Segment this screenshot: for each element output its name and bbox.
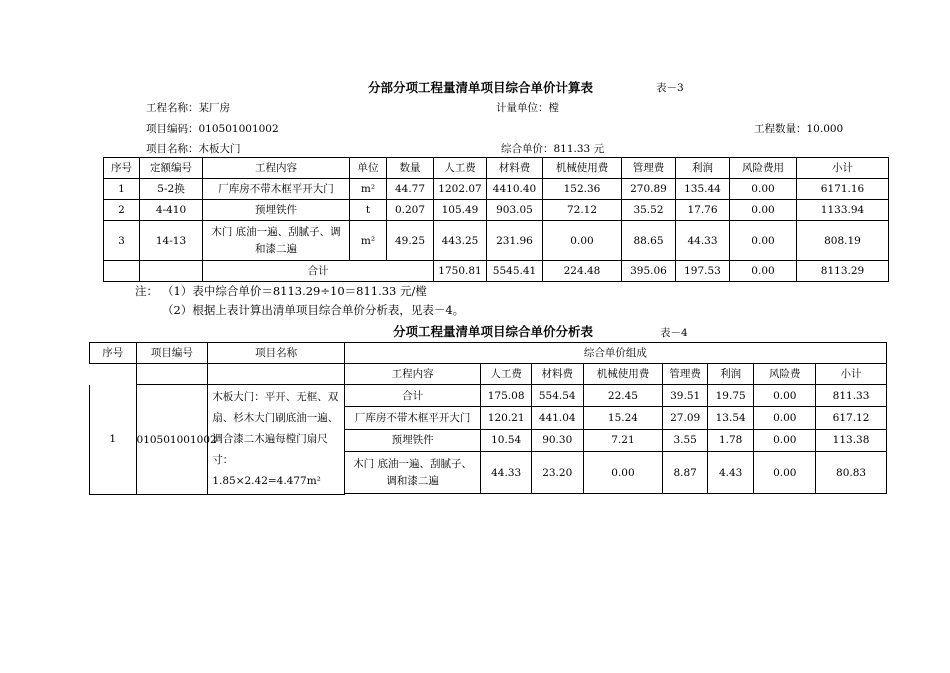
header-cell: 项目编号 — [136, 343, 208, 364]
cell: 3.55 — [663, 429, 708, 451]
cell: t — [350, 200, 387, 221]
table-row — [104, 221, 889, 261]
cell — [104, 261, 140, 282]
header-cell: 项目名称 — [208, 343, 345, 364]
cell: 27.09 — [663, 407, 708, 429]
header-cell: 管理费 — [663, 364, 708, 385]
cell: 39.51 — [663, 385, 708, 407]
cell: 厂库房不带木框平开大门 — [203, 179, 350, 200]
quantity: 工程数量：10.000 — [754, 123, 844, 135]
cell: 0.00 — [754, 385, 816, 407]
cell: 1 — [104, 179, 140, 200]
cell: 预埋铁件 — [203, 200, 350, 221]
cell: 0.00 — [754, 407, 816, 429]
header-cell: 利润 — [707, 364, 754, 385]
cell: 811.33 — [816, 385, 887, 407]
spacer-cell — [344, 494, 886, 495]
table4-subheader-row — [90, 364, 887, 385]
header-cell: 机械使用费 — [543, 158, 622, 179]
cell: 厂库房不带木框平开大门 — [344, 407, 481, 429]
cell: 231.96 — [487, 221, 543, 261]
cell: 木门 底油一遍、刮腻子、调和漆二遍 — [203, 221, 350, 261]
header-cell: 序号 — [104, 158, 140, 179]
cell: 4-410 — [140, 200, 203, 221]
cell: 1.78 — [707, 429, 754, 451]
cell: 0.00 — [730, 200, 797, 221]
code-cell: 010501001002 — [136, 385, 208, 495]
cell: 合计 — [344, 385, 481, 407]
cell: 1133.94 — [797, 200, 889, 221]
cell: 135.44 — [676, 179, 730, 200]
cell: 49.25 — [387, 221, 434, 261]
cell: 808.19 — [797, 221, 889, 261]
note-label: 注： — [135, 284, 158, 298]
seq-cell: 1 — [90, 385, 137, 495]
note-1: （1）表中综合单价＝8113.29÷10＝811.33 元/樘 — [162, 284, 427, 298]
table4 — [89, 342, 887, 495]
cell: 22.45 — [583, 385, 663, 407]
header-cell: 小计 — [797, 158, 889, 179]
cell: 443.25 — [434, 221, 487, 261]
cell: 2 — [104, 200, 140, 221]
cell: 113.38 — [816, 429, 887, 451]
table-row — [104, 179, 889, 200]
table4-header-row — [90, 343, 887, 364]
header-cell: 工程内容 — [344, 364, 481, 385]
cell: m² — [350, 221, 387, 261]
cell: 197.53 — [676, 261, 730, 282]
header-cell: 综合单价组成 — [344, 343, 886, 364]
cell: 120.21 — [481, 407, 532, 429]
table3-number: 表－3 — [656, 82, 684, 94]
cell: 6171.16 — [797, 179, 889, 200]
unit-price: 综合单价：811.33 元 — [501, 143, 605, 155]
table3 — [103, 157, 889, 282]
header-cell: 管理费 — [622, 158, 676, 179]
cell: 90.30 — [531, 429, 583, 451]
cell: 23.20 — [531, 451, 583, 494]
cell: m² — [350, 179, 387, 200]
table-row — [90, 385, 887, 407]
project-name: 工程名称：某厂房 — [146, 102, 230, 114]
cell: 0.00 — [754, 451, 816, 494]
cell — [208, 364, 345, 385]
cell: 44.33 — [676, 221, 730, 261]
cell: 8.87 — [663, 451, 708, 494]
cell: 7.21 — [583, 429, 663, 451]
header-cell: 材料费 — [487, 158, 543, 179]
header-cell: 人工费 — [481, 364, 532, 385]
cell: 175.08 — [481, 385, 532, 407]
cell: 4.43 — [707, 451, 754, 494]
cell: 10.54 — [481, 429, 532, 451]
header-cell: 风险费用 — [730, 158, 797, 179]
cell: 224.48 — [543, 261, 622, 282]
cell: 0.00 — [730, 261, 797, 282]
header-cell: 定额编号 — [140, 158, 203, 179]
cell: 903.05 — [487, 200, 543, 221]
header-cell: 材料费 — [531, 364, 583, 385]
cell: 3 — [104, 221, 140, 261]
cell: 72.12 — [543, 200, 622, 221]
header-cell: 数量 — [387, 158, 434, 179]
cell: 1750.81 — [434, 261, 487, 282]
cell — [136, 364, 208, 385]
header-cell: 小计 — [816, 364, 887, 385]
unit-of-measure: 计量单位：樘 — [496, 102, 559, 114]
cell: 4410.40 — [487, 179, 543, 200]
cell: 13.54 — [707, 407, 754, 429]
cell: 44.33 — [481, 451, 532, 494]
table3-header-row — [104, 158, 889, 179]
table4-number: 表－4 — [660, 327, 688, 339]
cell: 5-2换 — [140, 179, 203, 200]
header-cell: 人工费 — [434, 158, 487, 179]
header-cell: 序号 — [90, 343, 137, 364]
cell: 44.77 — [387, 179, 434, 200]
header-cell: 风险费 — [754, 364, 816, 385]
header-cell: 机械使用费 — [583, 364, 663, 385]
total-label: 合计 — [203, 261, 434, 282]
table-row — [104, 200, 889, 221]
cell: 554.54 — [531, 385, 583, 407]
cell: 15.24 — [583, 407, 663, 429]
cell: 395.06 — [622, 261, 676, 282]
cell: 14-13 — [140, 221, 203, 261]
cell — [90, 364, 137, 385]
cell: 1202.07 — [434, 179, 487, 200]
table3-total-row — [104, 261, 889, 282]
item-name: 项目名称：木板大门 — [146, 143, 241, 155]
cell: 0.207 — [387, 200, 434, 221]
cell: 19.75 — [707, 385, 754, 407]
cell: 8113.29 — [797, 261, 889, 282]
cell: 17.76 — [676, 200, 730, 221]
note-2: （2）根据上表计算出清单项目综合单价分析表，见表－4。 — [162, 303, 465, 317]
cell — [140, 261, 203, 282]
cell: 0.00 — [583, 451, 663, 494]
cell: 5545.41 — [487, 261, 543, 282]
cell: 617.12 — [816, 407, 887, 429]
item-code: 项目编码：010501001002 — [146, 123, 279, 135]
cell: 预埋铁件 — [344, 429, 481, 451]
cell: 80.83 — [816, 451, 887, 494]
cell: 152.36 — [543, 179, 622, 200]
cell: 105.49 — [434, 200, 487, 221]
header-cell: 单位 — [350, 158, 387, 179]
header-cell: 利润 — [676, 158, 730, 179]
cell: 木门 底油一遍、刮腻子、调和漆二遍 — [344, 451, 481, 494]
cell: 0.00 — [543, 221, 622, 261]
cell: 0.00 — [754, 429, 816, 451]
cell: 441.04 — [531, 407, 583, 429]
cell: 270.89 — [622, 179, 676, 200]
header-cell: 工程内容 — [203, 158, 350, 179]
cell: 0.00 — [730, 179, 797, 200]
table3-title: 分部分项工程量清单项目综合单价计算表 — [368, 80, 594, 95]
cell: 35.52 — [622, 200, 676, 221]
name-cell: 木板大门：平开、无框、双扇、杉木大门刷底油一遍、调合漆二木遍每樘门扇尺寸：1.85×2.42=4.477m² — [208, 385, 345, 495]
table4-title: 分项工程量清单项目综合单价分析表 — [393, 324, 594, 339]
cell: 88.65 — [622, 221, 676, 261]
cell: 0.00 — [730, 221, 797, 261]
